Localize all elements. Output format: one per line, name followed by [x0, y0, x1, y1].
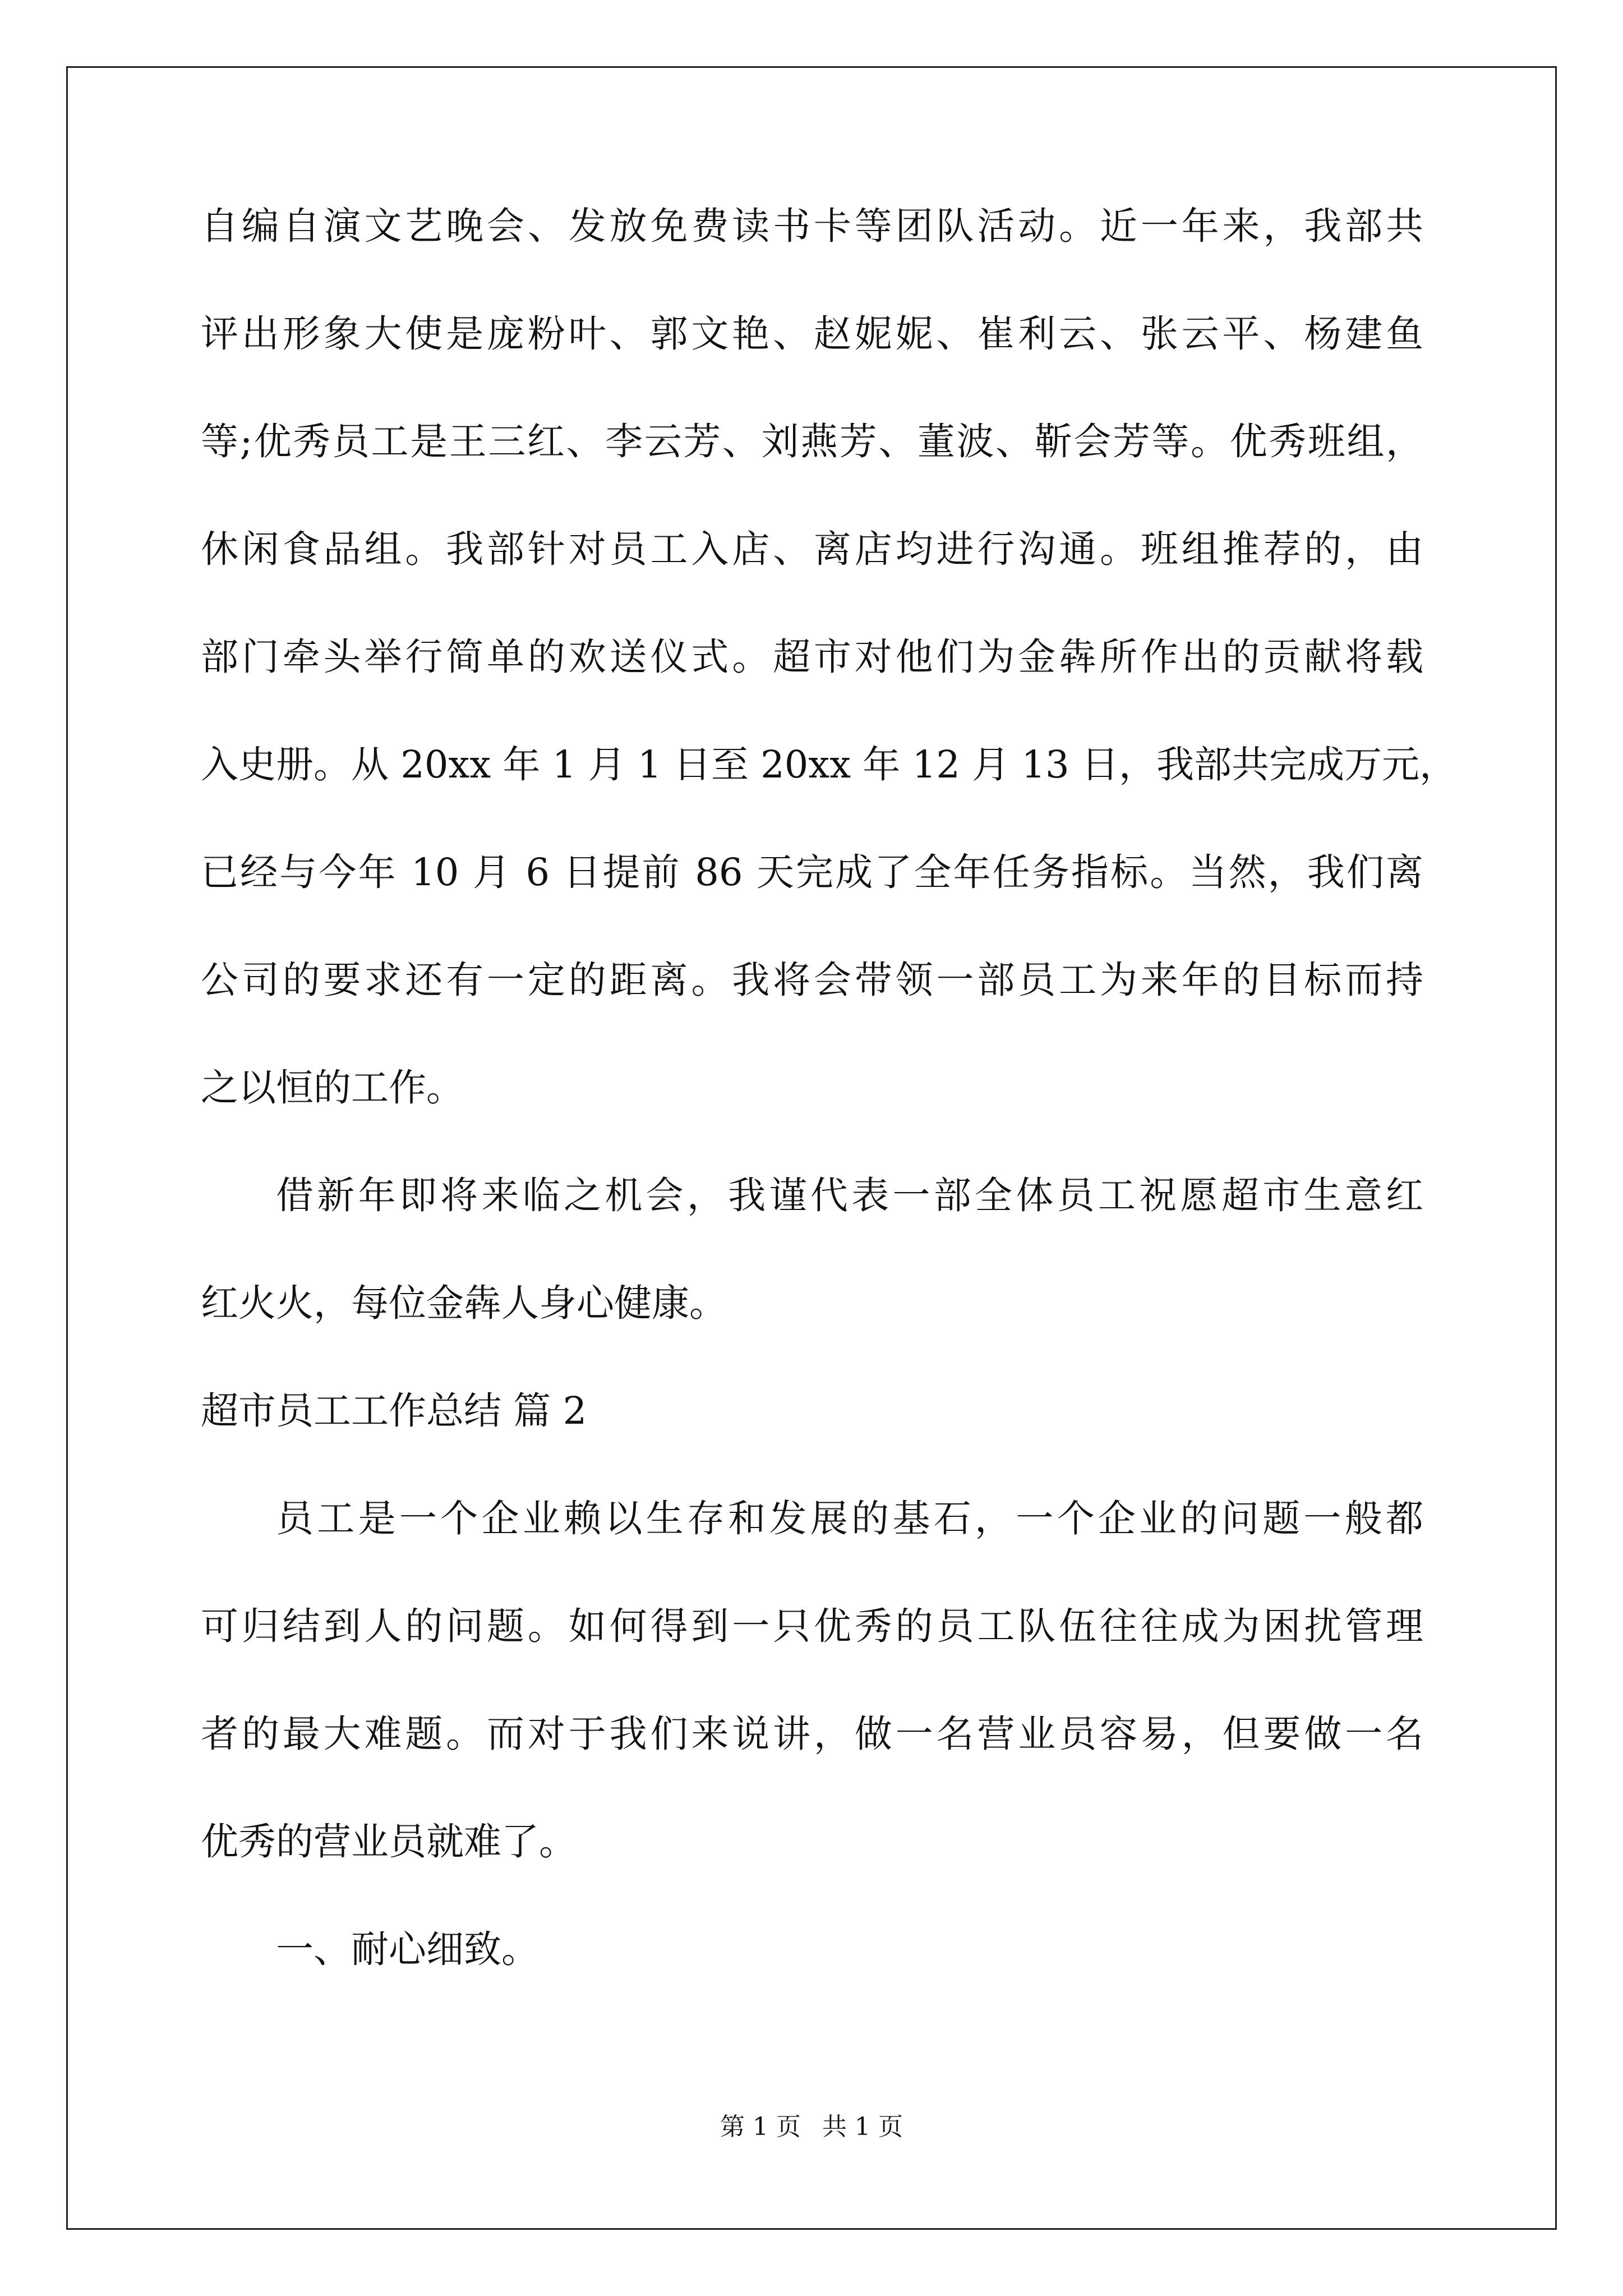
paragraph-line: 者的最大难题。而对于我们来说讲，做一名营业员容易，但要做一名	[201, 1712, 1423, 1756]
paragraph-line: 评出形象大使是庞粉叶、郭文艳、赵妮妮、崔利云、张云平、杨建鱼	[201, 312, 1423, 356]
paragraph-line: 公司的要求还有一定的距离。我将会带领一部员工为来年的目标而持	[201, 958, 1423, 1002]
page-total: 共 1 页	[822, 2113, 903, 2141]
paragraph-line: 已经与今年 10 月 6 日提前 86 天完成了全年任务指标。当然，我们离	[201, 850, 1423, 894]
page-number: 第 1 页	[720, 2113, 801, 2141]
paragraph-line: 休闲食品组。我部针对员工入店、离店均进行沟通。班组推荐的，由	[201, 527, 1423, 571]
page-footer	[0, 2115, 1623, 2139]
paragraph-line: 员工是一个企业赖以生存和发展的基石，一个企业的问题一般都	[276, 1497, 1423, 1540]
paragraph-line: 部门牵头举行简单的欢送仪式。超市对他们为金犇所作出的贡献将载	[201, 635, 1423, 679]
paragraph-line: 等;优秀员工是王三红、李云芳、刘燕芳、董波、靳会芳等。优秀班组，	[201, 420, 1423, 463]
paragraph-line: 之以恒的工作。	[201, 1066, 464, 1110]
paragraph-line: 红火火，每位金犇人身心健康。	[201, 1281, 727, 1325]
list-item-heading: 一、耐心细致。	[276, 1927, 539, 1971]
section-heading: 超市员工工作总结 篇 2	[201, 1389, 587, 1433]
paragraph-line: 自编自演文艺晚会、发放免费读书卡等团队活动。近一年来，我部共	[201, 204, 1423, 248]
paragraph-line: 可归结到人的问题。如何得到一只优秀的员工队伍往往成为困扰管理	[201, 1604, 1423, 1648]
paragraph-line: 入史册。从 20xx 年 1 月 1 日至 20xx 年 12 月 13 日，我部共完成万元，	[201, 743, 1457, 786]
paragraph-line: 借新年即将来临之机会，我谨代表一部全体员工祝愿超市生意红	[276, 1174, 1423, 1217]
paragraph-line: 优秀的营业员就难了。	[201, 1820, 577, 1864]
document-body	[201, 204, 1457, 2039]
